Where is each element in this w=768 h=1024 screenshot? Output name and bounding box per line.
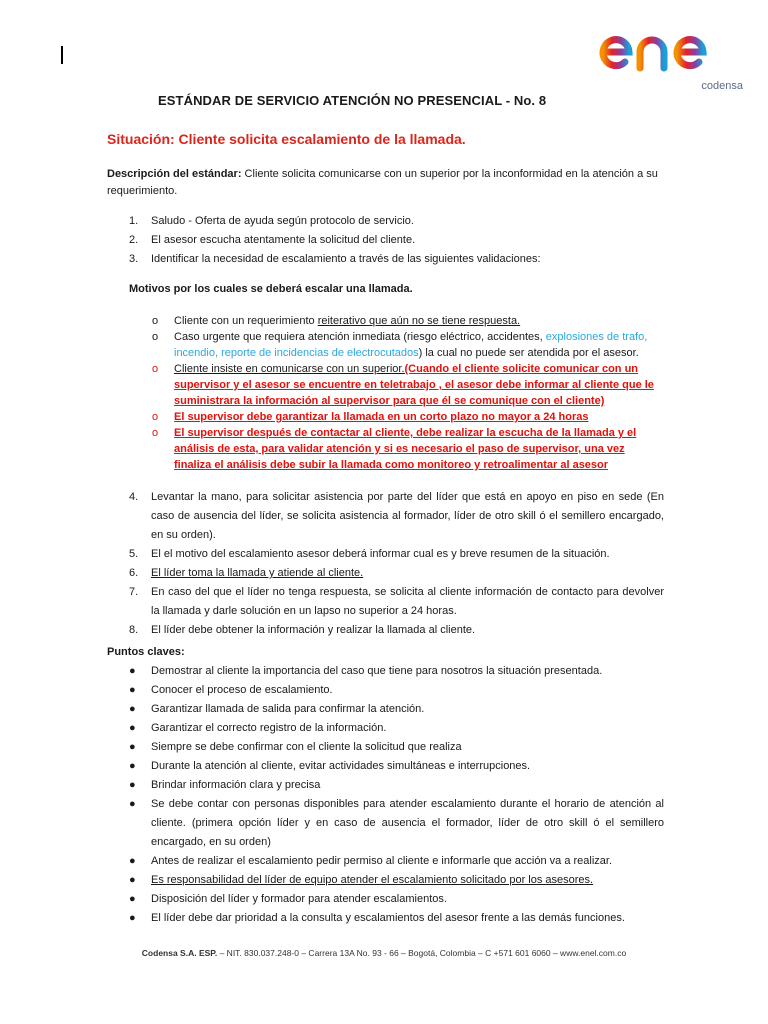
list-item: ● El líder debe dar prioridad a la consulta y escalamientos del asesor frente a las demás funciones.	[129, 912, 625, 924]
codensa-subtitle: codensa	[701, 80, 743, 92]
motivos-heading: Motivos por los cuales se deberá escalar una llamada.	[129, 283, 413, 295]
list-item: ● Disposición del líder y formador para atender escalamientos.	[129, 893, 447, 905]
list-item: o El supervisor después de contactar al cliente, debe realizar la escucha de la llamada y el análisis de esta, para validar atención y si es necesario el paso de supervisor, una vez finaliza el análisis debe subir la llamada como monitoreo y retroalimentar al asesor	[152, 427, 637, 471]
list-item: 1. Saludo - Oferta de ayuda según protocolo de servicio.	[129, 215, 414, 227]
list-item: ● Demostrar al cliente la importancia del caso que tiene para nosotros la situación presentada.	[129, 665, 603, 677]
list-item: 2. El asesor escucha atentamente la solicitud del cliente.	[129, 234, 416, 246]
enel-wordmark-icon	[595, 12, 745, 82]
list-item: 5. El el motivo del escalamiento asesor deberá informar cual es y breve resumen de la situación.	[129, 548, 610, 560]
list-item: o Caso urgente que requiera atención inmediata (riesgo eléctrico, accidentes, explosiones de trafo, incendio, reporte de incidencias de electrocutados) la cual no puede ser atendida por el asesor.	[152, 331, 648, 359]
puntos-list	[129, 662, 664, 928]
list-item: o El supervisor debe garantizar la llamada en un corto plazo no mayor a 24 horas	[152, 411, 589, 423]
list-item: 6. El líder toma la llamada y atiende al cliente.	[129, 567, 364, 579]
list-item: o Cliente insiste en comunicarse con un superior.(Cuando el cliente solicite comunicar con un supervisor y el asesor se encuentre en teletrabajo , el asesor debe informar al cliente que le suministrara la información al supervisor para que él se comunique con el cliente)	[152, 363, 654, 407]
list-item: ● Antes de realizar el escalamiento pedir permiso al cliente e informarle que acción va a realizar.	[129, 855, 613, 867]
list-item: ● Es responsabilidad del líder de equipo atender el escalamiento solicitado por los asesores.	[129, 874, 594, 886]
list-item: 4. Levantar la mano, para solicitar asistencia por parte del líder que está en apoyo en piso en sede (En caso de ausencia del líder, se solicita asistencia al formador, líder de otro skill ó el semillero encargado, en su orden).	[129, 491, 664, 541]
list-item: ● Durante la atención al cliente, evitar actividades simultáneas e interrupciones.	[129, 760, 531, 772]
steps-list-a	[129, 212, 664, 269]
list-item: 3. Identificar la necesidad de escalamiento a través de las siguientes validaciones:	[129, 253, 541, 265]
list-item: ● Siempre se debe confirmar con el cliente la solicitud que realiza	[129, 741, 462, 753]
footer-details: – NIT. 830.037.248-0 – Carrera 13A No. 93 - 66 – Bogotá, Colombia – C +571 601 6060 – www.enel.com.co	[217, 948, 627, 958]
list-item: ● Se debe contar con personas disponibles para atender escalamiento durante el horario de atención al cliente. (primera opción líder y en caso de ausencia el formador, líder de otro skill ó el semillero encargado, en su orden)	[129, 798, 664, 848]
enel-logo	[595, 12, 745, 96]
steps-list-b	[129, 488, 664, 640]
description-label: Descripción del estándar:	[107, 168, 242, 180]
list-item: ● Brindar información clara y precisa	[129, 779, 321, 791]
list-item: ● Conocer el proceso de escalamiento.	[129, 684, 333, 696]
list-item: 7. En caso del que el líder no tenga respuesta, se solicita al cliente información de contacto para devolver la llamada y darle solución en un lapso no superior a 24 horas.	[129, 586, 664, 617]
list-item: ● Garantizar llamada de salida para confirmar la atención.	[129, 703, 425, 715]
situation-heading: Situación: Cliente solicita escalamiento de la llamada.	[107, 131, 466, 147]
list-item: 8. El líder debe obtener la información y realizar la llamada al cliente.	[129, 624, 476, 636]
description-paragraph	[107, 166, 662, 200]
footer-company: Codensa S.A. ESP.	[141, 948, 218, 958]
description-text: Cliente solicita comunicarse con un superior por la inconformidad en la atención a su requerimiento.	[107, 168, 658, 197]
text-cursor	[61, 46, 63, 64]
puntos-heading: Puntos claves:	[107, 646, 185, 658]
page-footer	[0, 948, 768, 958]
document-title: ESTÁNDAR DE SERVICIO ATENCIÓN NO PRESENCIAL - No. 8	[158, 93, 547, 108]
list-item: o Cliente con un requerimiento reiterativo que aún no se tiene respuesta.	[152, 315, 521, 327]
list-item: ● Garantizar el correcto registro de la información.	[129, 722, 387, 734]
motivos-list	[152, 313, 664, 473]
